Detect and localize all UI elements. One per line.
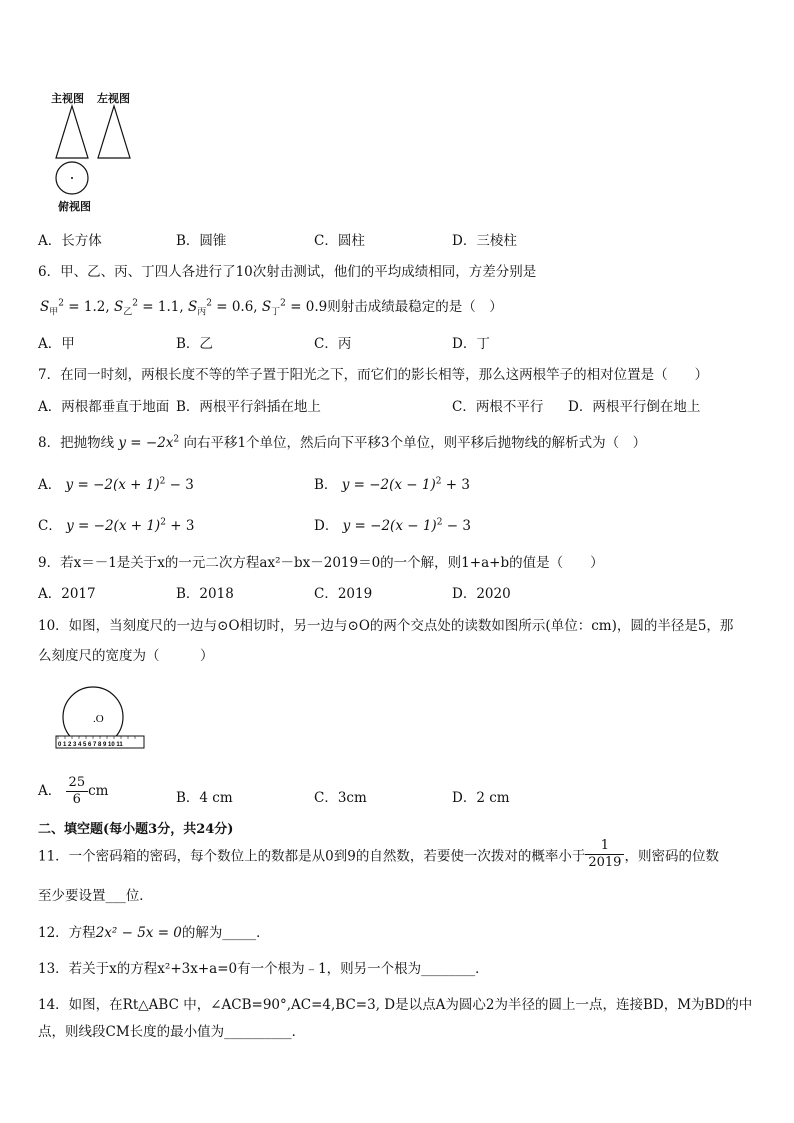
q8-option-b: B． $y = -2(x - 1)^2 + 3$	[314, 476, 470, 493]
q7-stem: 7．在同一时刻，两根长度不等的竿子置于阳光之下，而它们的影长相等，那么这两根竿子的相对位置是（ ）	[38, 367, 709, 383]
q6-variances: $S_甲^2 = 1.2$, $S_乙^2 = 1.1$, $S_丙^2 = 0.6$, $S_丁^2 = 0.9$则射击成绩最稳定的是（ ）	[40, 298, 503, 318]
front-view-triangle	[56, 106, 88, 158]
q6-stem: 6．甲、乙、丙、丁四人各进行了10次射击测试，他们的平均成绩相同，方差分别是	[38, 264, 537, 280]
q6-option-b: B．乙	[176, 336, 213, 352]
q6-option-d: D．丁	[452, 336, 490, 352]
q5-option-c: C．圆柱	[314, 233, 365, 249]
circle-center-label: .O	[93, 713, 104, 725]
q10-option-b: B．4 cm	[176, 790, 233, 806]
q13-stem: 13．若关于x的方程x²+3x+a=0有一个根为﹣1，则另一个根为________．	[38, 961, 489, 977]
q6-option-c: C．丙	[314, 336, 352, 352]
q5-option-b: B．圆锥	[176, 233, 227, 249]
top-view-label: 俯视图	[58, 200, 91, 213]
q8-option-a: A． $y = -2(x + 1)^2 - 3$	[38, 476, 194, 493]
front-view-label: 主视图	[51, 92, 84, 105]
q9-option-d: D．2020	[452, 586, 511, 602]
ruler-readings: 0 1 2 3 4 5 6 7 8 9 10 11	[58, 742, 123, 748]
left-view-label: 左视图	[97, 92, 130, 105]
q11-stem-line2: 至少要设置___位．	[38, 888, 153, 904]
q11-stem-line1: 11．一个密码箱的密码，每个数位上的数都是从0到9的自然数，若要使一次拨对的概率小于 $\frac{1}{2019}$ ，则密码的位数	[38, 838, 719, 870]
q12-stem: 12．方程2x² − 5x = 0的解为_____．	[38, 925, 270, 941]
three-views-figure	[50, 104, 140, 196]
q10-stem-line2: 么刻度尺的宽度为（ ）	[38, 648, 214, 664]
q10-option-a-fraction: $\frac{25}{6}$	[66, 775, 89, 808]
q11-fraction: $\frac{1}{2019}$	[585, 838, 624, 871]
q8-stem: 8．把抛物线 $y = -2x^2$ 向右平移1个单位，然后向下平移3个单位，则平移后抛物线的解析式为（ ）	[38, 434, 647, 451]
q7-option-d: D．两根平行倒在地上	[568, 399, 701, 415]
q8-option-d: D． $y = -2(x - 1)^2 - 3$	[314, 517, 471, 534]
q9-option-a: A．2017	[38, 586, 96, 602]
q10-stem-line1: 10．如图，当刻度尺的一边与⊙O相切时，另一边与⊙O的两个交点处的读数如图所示(单位：cm)，圆的半径是5，那	[38, 618, 734, 634]
q5-option-d: D．三棱柱	[452, 233, 517, 249]
circle-ruler-figure	[52, 682, 152, 752]
q9-stem: 9．若x＝－1是关于x的一元二次方程ax²－bx－2019＝0的一个解，则1+a+b的值是（ ）	[38, 555, 604, 571]
q14-stem-line2: 点，则线段CM长度的最小值为__________．	[38, 1024, 306, 1040]
q9-option-b: B．2018	[176, 586, 234, 602]
q7-option-b: B．两根平行斜插在地上	[176, 399, 321, 415]
q10-option-d: D．2 cm	[452, 790, 510, 806]
q10-option-c: C．3cm	[314, 790, 367, 806]
q10-option-a: A． $\frac{25}{6}$ cm	[38, 775, 109, 807]
q7-option-c: C．两根不平行	[452, 399, 544, 415]
q6-option-a: A．甲	[38, 336, 75, 352]
q9-option-c: C．2019	[314, 586, 373, 602]
q5-option-a: A．长方体	[38, 233, 102, 249]
q7-option-a: A．两根都垂直于地面	[38, 399, 170, 415]
left-view-triangle	[98, 106, 130, 158]
top-view-center-dot	[71, 177, 73, 179]
q8-option-c: C． $y = -2(x + 1)^2 + 3$	[38, 517, 195, 534]
section-heading: 二、填空题(每小题3分，共24分)	[38, 822, 234, 837]
q14-stem-line1: 14．如图，在Rt△ABC 中，∠ACB=90°,AC=4,BC=3, D是以点A为圆心2为半径的圆上一点，连接BD，M为BD的中	[38, 997, 753, 1013]
